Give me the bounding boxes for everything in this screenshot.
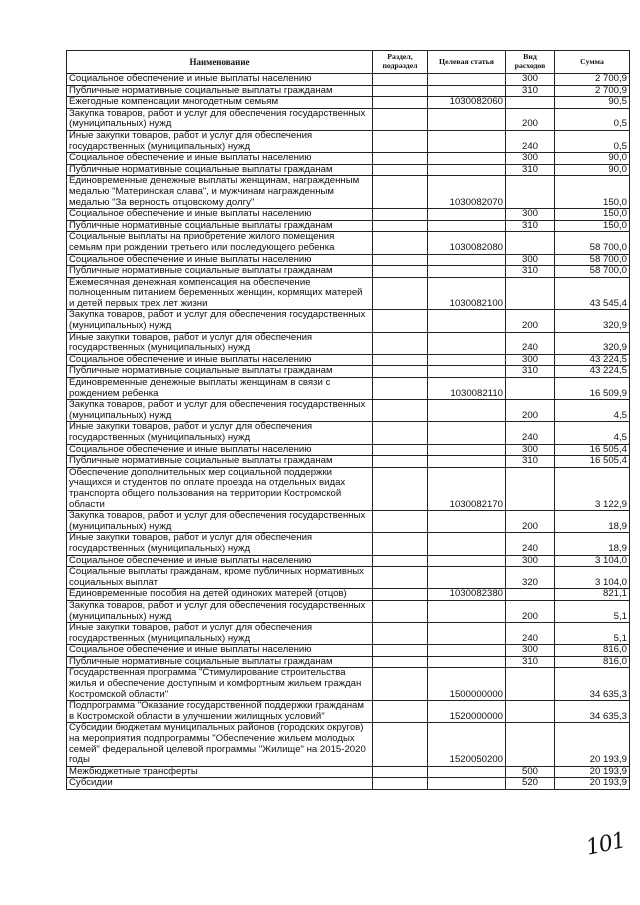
row-expense-kind	[506, 176, 555, 209]
row-section	[373, 444, 428, 456]
table-row	[67, 422, 630, 444]
row-name: Социальное обеспечение и иные выплаты населению	[67, 74, 373, 86]
row-target-code	[428, 74, 506, 86]
row-name: Закупка товаров, работ и услуг для обеспечения государственных (муниципальных) нужд	[67, 310, 373, 332]
row-section	[373, 400, 428, 422]
row-section	[373, 85, 428, 97]
row-expense-kind	[506, 378, 555, 400]
row-sum: 150,0	[555, 209, 630, 221]
table-body	[67, 74, 630, 790]
row-target-code	[428, 400, 506, 422]
row-sum: 58 700,0	[555, 232, 630, 254]
row-sum: 320,9	[555, 332, 630, 354]
table-row	[67, 108, 630, 130]
row-name: Государственная программа "Стимулирование строительства жилья и обеспечение доступным и комфортным жильем граждан Костромской области"	[67, 668, 373, 701]
row-expense-kind: 310	[506, 164, 555, 176]
row-name: Социальное обеспечение и иные выплаты населению	[67, 555, 373, 567]
table-row	[67, 310, 630, 332]
row-sum: 20 193,9	[555, 778, 630, 790]
row-sum: 2 700,9	[555, 74, 630, 86]
table-row	[67, 555, 630, 567]
row-section	[373, 232, 428, 254]
row-section	[373, 766, 428, 778]
row-target-code	[428, 555, 506, 567]
row-target-code	[428, 85, 506, 97]
row-expense-kind	[506, 467, 555, 510]
row-name: Публичные нормативные социальные выплаты гражданам	[67, 456, 373, 468]
row-sum: 150,0	[555, 176, 630, 209]
row-name: Социальное обеспечение и иные выплаты населению	[67, 354, 373, 366]
row-expense-kind: 240	[506, 533, 555, 555]
table-row	[67, 130, 630, 152]
row-section	[373, 511, 428, 533]
table-row	[67, 778, 630, 790]
table-header-row	[67, 51, 630, 74]
budget-table	[66, 50, 630, 790]
row-section	[373, 74, 428, 86]
row-expense-kind: 520	[506, 778, 555, 790]
row-section	[373, 378, 428, 400]
table-row	[67, 85, 630, 97]
row-target-code: 1030082380	[428, 589, 506, 601]
table-row	[67, 220, 630, 232]
row-name: Социальные выплаты на приобретение жилого помещения семьям при рождении третьего или последующего ребенка	[67, 232, 373, 254]
row-section	[373, 108, 428, 130]
row-sum: 0,5	[555, 130, 630, 152]
row-section	[373, 456, 428, 468]
row-target-code	[428, 254, 506, 266]
row-target-code	[428, 108, 506, 130]
table-row	[67, 366, 630, 378]
row-expense-kind: 300	[506, 555, 555, 567]
row-sum: 20 193,9	[555, 723, 630, 766]
row-name: Публичные нормативные социальные выплаты гражданам	[67, 220, 373, 232]
row-target-code	[428, 164, 506, 176]
row-expense-kind: 200	[506, 600, 555, 622]
row-expense-kind: 310	[506, 366, 555, 378]
row-sum: 4,5	[555, 422, 630, 444]
row-target-code: 1030082170	[428, 467, 506, 510]
table-row	[67, 701, 630, 723]
row-name: Иные закупки товаров, работ и услуг для обеспечения государственных (муниципальных) нужд	[67, 130, 373, 152]
row-expense-kind: 200	[506, 310, 555, 332]
row-name: Обеспечение дополнительных мер социальной поддержки учащихся и студентов по оплате проезда на отдельных видах транспорта общего пользования на территории Костромской области	[67, 467, 373, 510]
row-name: Социальное обеспечение и иные выплаты населению	[67, 153, 373, 165]
table-row	[67, 600, 630, 622]
row-expense-kind: 300	[506, 354, 555, 366]
table-row	[67, 668, 630, 701]
table-row	[67, 723, 630, 766]
row-sum: 150,0	[555, 220, 630, 232]
row-expense-kind	[506, 723, 555, 766]
row-expense-kind: 200	[506, 108, 555, 130]
row-expense-kind: 240	[506, 130, 555, 152]
row-target-code: 1520000000	[428, 701, 506, 723]
row-expense-kind	[506, 232, 555, 254]
row-sum: 3 122,9	[555, 467, 630, 510]
row-sum: 34 635,3	[555, 668, 630, 701]
row-expense-kind: 240	[506, 332, 555, 354]
row-name: Единовременные денежные выплаты женщинам в связи с рождением ребенка	[67, 378, 373, 400]
header-name: Наименование	[67, 51, 373, 74]
row-target-code	[428, 266, 506, 278]
row-sum: 18,9	[555, 511, 630, 533]
table-row	[67, 74, 630, 86]
row-target-code	[428, 422, 506, 444]
row-name: Иные закупки товаров, работ и услуг для обеспечения государственных (муниципальных) нужд	[67, 422, 373, 444]
row-target-code: 1500000000	[428, 668, 506, 701]
row-sum: 20 193,9	[555, 766, 630, 778]
row-expense-kind	[506, 97, 555, 109]
row-sum: 16 505,4	[555, 456, 630, 468]
row-sum: 816,0	[555, 656, 630, 668]
table-row	[67, 266, 630, 278]
row-name: Межбюджетные трансферты	[67, 766, 373, 778]
row-section	[373, 130, 428, 152]
row-name: Социальное обеспечение и иные выплаты населению	[67, 254, 373, 266]
row-target-code	[428, 656, 506, 668]
row-name: Подпрограмма "Оказание государственной поддержки гражданам в Костромской области в улучшении жилищных условий"	[67, 701, 373, 723]
row-section	[373, 97, 428, 109]
header-sum: Сумма	[555, 51, 630, 74]
row-target-code	[428, 366, 506, 378]
row-section	[373, 533, 428, 555]
table-row	[67, 400, 630, 422]
row-sum: 90,0	[555, 153, 630, 165]
row-expense-kind: 200	[506, 400, 555, 422]
table-row	[67, 444, 630, 456]
row-section	[373, 623, 428, 645]
row-expense-kind	[506, 277, 555, 310]
row-sum: 58 700,0	[555, 266, 630, 278]
row-name: Публичные нормативные социальные выплаты гражданам	[67, 85, 373, 97]
row-name: Закупка товаров, работ и услуг для обеспечения государственных (муниципальных) нужд	[67, 400, 373, 422]
row-name: Единовременные денежные выплаты женщинам, награжденным медалью "Материнская слава", и мужчинам награжденным медалью "За верность отцовскому долгу"	[67, 176, 373, 209]
row-expense-kind: 300	[506, 153, 555, 165]
row-section	[373, 555, 428, 567]
row-sum: 34 635,3	[555, 701, 630, 723]
table-row	[67, 645, 630, 657]
row-section	[373, 422, 428, 444]
table-row	[67, 232, 630, 254]
row-name: Социальное обеспечение и иные выплаты населению	[67, 645, 373, 657]
table-row	[67, 656, 630, 668]
row-section	[373, 366, 428, 378]
row-name: Закупка товаров, работ и услуг для обеспечения государственных (муниципальных) нужд	[67, 108, 373, 130]
row-target-code	[428, 153, 506, 165]
row-target-code: 1030082060	[428, 97, 506, 109]
row-section	[373, 354, 428, 366]
row-name: Публичные нормативные социальные выплаты гражданам	[67, 656, 373, 668]
table-row	[67, 467, 630, 510]
row-section	[373, 656, 428, 668]
row-expense-kind: 310	[506, 656, 555, 668]
row-name: Ежегодные компенсации многодетным семьям	[67, 97, 373, 109]
row-target-code	[428, 456, 506, 468]
row-section	[373, 645, 428, 657]
row-target-code	[428, 354, 506, 366]
row-expense-kind	[506, 701, 555, 723]
row-sum: 0,5	[555, 108, 630, 130]
row-name: Ежемесячная денежная компенсация на обеспечение полноценным питанием беременных женщин, кормящих матерей и детей первых трех лет жизни	[67, 277, 373, 310]
row-name: Единовременные пособия на детей одиноких матерей (отцов)	[67, 589, 373, 601]
row-name: Закупка товаров, работ и услуг для обеспечения государственных (муниципальных) нужд	[67, 600, 373, 622]
row-sum: 5,1	[555, 600, 630, 622]
row-name: Иные закупки товаров, работ и услуг для обеспечения государственных (муниципальных) нужд	[67, 533, 373, 555]
row-sum: 3 104,0	[555, 555, 630, 567]
handwritten-page-number: 101	[583, 828, 628, 861]
table-row	[67, 332, 630, 354]
row-sum: 90,0	[555, 164, 630, 176]
row-name: Субсидии бюджетам муниципальных районов (городских округов) на мероприятия подпрограммы "Обеспечение жильем молодых семей" федеральной целевой программы "Жилище" на 2015-2020 годы	[67, 723, 373, 766]
row-target-code	[428, 209, 506, 221]
table-row	[67, 766, 630, 778]
row-expense-kind: 300	[506, 444, 555, 456]
row-target-code	[428, 645, 506, 657]
row-sum: 2 700,9	[555, 85, 630, 97]
table-row	[67, 176, 630, 209]
table-row	[67, 164, 630, 176]
row-name: Социальное обеспечение и иные выплаты населению	[67, 209, 373, 221]
table-row	[67, 97, 630, 109]
row-sum: 16 509,9	[555, 378, 630, 400]
row-sum: 3 104,0	[555, 567, 630, 589]
row-target-code: 1030082080	[428, 232, 506, 254]
header-target: Целевая статья	[428, 51, 506, 74]
row-expense-kind: 240	[506, 422, 555, 444]
table-row	[67, 589, 630, 601]
table-row	[67, 511, 630, 533]
row-name: Социальные выплаты гражданам, кроме публичных нормативных социальных выплат	[67, 567, 373, 589]
row-section	[373, 723, 428, 766]
row-expense-kind: 320	[506, 567, 555, 589]
row-target-code	[428, 511, 506, 533]
row-target-code: 1030082100	[428, 277, 506, 310]
row-sum: 320,9	[555, 310, 630, 332]
table-row	[67, 378, 630, 400]
header-section: Раздел, подраздел	[373, 51, 428, 74]
row-name: Субсидии	[67, 778, 373, 790]
row-target-code	[428, 766, 506, 778]
row-sum: 18,9	[555, 533, 630, 555]
table-row	[67, 153, 630, 165]
row-section	[373, 567, 428, 589]
row-name: Иные закупки товаров, работ и услуг для обеспечения государственных (муниципальных) нужд	[67, 623, 373, 645]
table-row	[67, 209, 630, 221]
row-name: Публичные нормативные социальные выплаты гражданам	[67, 266, 373, 278]
row-name: Иные закупки товаров, работ и услуг для обеспечения государственных (муниципальных) нужд	[67, 332, 373, 354]
table-row	[67, 456, 630, 468]
table-row	[67, 354, 630, 366]
row-expense-kind: 500	[506, 766, 555, 778]
row-section	[373, 164, 428, 176]
row-target-code	[428, 310, 506, 332]
row-expense-kind: 300	[506, 254, 555, 266]
row-section	[373, 209, 428, 221]
row-name: Закупка товаров, работ и услуг для обеспечения государственных (муниципальных) нужд	[67, 511, 373, 533]
row-section	[373, 600, 428, 622]
table-row	[67, 277, 630, 310]
row-sum: 5,1	[555, 623, 630, 645]
row-name: Публичные нормативные социальные выплаты гражданам	[67, 366, 373, 378]
row-sum: 43 224,5	[555, 366, 630, 378]
row-sum: 58 700,0	[555, 254, 630, 266]
row-expense-kind	[506, 668, 555, 701]
row-expense-kind: 310	[506, 266, 555, 278]
header-kind: Вид расходов	[506, 51, 555, 74]
row-section	[373, 467, 428, 510]
row-target-code: 1520050200	[428, 723, 506, 766]
row-section	[373, 277, 428, 310]
row-expense-kind: 300	[506, 74, 555, 86]
row-target-code	[428, 533, 506, 555]
row-sum: 43 224,5	[555, 354, 630, 366]
row-sum: 4,5	[555, 400, 630, 422]
row-section	[373, 176, 428, 209]
row-section	[373, 668, 428, 701]
row-target-code	[428, 623, 506, 645]
row-target-code	[428, 130, 506, 152]
table-row	[67, 254, 630, 266]
row-target-code	[428, 332, 506, 354]
row-section	[373, 153, 428, 165]
table-row	[67, 623, 630, 645]
row-expense-kind: 310	[506, 456, 555, 468]
row-target-code	[428, 778, 506, 790]
row-sum: 816,0	[555, 645, 630, 657]
row-section	[373, 254, 428, 266]
row-section	[373, 310, 428, 332]
row-section	[373, 332, 428, 354]
row-target-code	[428, 600, 506, 622]
table-row	[67, 567, 630, 589]
row-section	[373, 778, 428, 790]
row-expense-kind: 200	[506, 511, 555, 533]
row-target-code	[428, 567, 506, 589]
row-name: Социальное обеспечение и иные выплаты населению	[67, 444, 373, 456]
row-target-code	[428, 444, 506, 456]
row-sum: 43 545,4	[555, 277, 630, 310]
row-expense-kind: 300	[506, 645, 555, 657]
row-sum: 90,5	[555, 97, 630, 109]
row-section	[373, 266, 428, 278]
row-section	[373, 589, 428, 601]
row-expense-kind: 240	[506, 623, 555, 645]
row-section	[373, 220, 428, 232]
row-expense-kind: 300	[506, 209, 555, 221]
row-sum: 821,1	[555, 589, 630, 601]
row-expense-kind: 310	[506, 220, 555, 232]
row-name: Публичные нормативные социальные выплаты гражданам	[67, 164, 373, 176]
table-row	[67, 533, 630, 555]
row-sum: 16 505,4	[555, 444, 630, 456]
row-section	[373, 701, 428, 723]
row-expense-kind: 310	[506, 85, 555, 97]
row-expense-kind	[506, 589, 555, 601]
row-target-code: 1030082110	[428, 378, 506, 400]
row-target-code	[428, 220, 506, 232]
row-target-code: 1030082070	[428, 176, 506, 209]
